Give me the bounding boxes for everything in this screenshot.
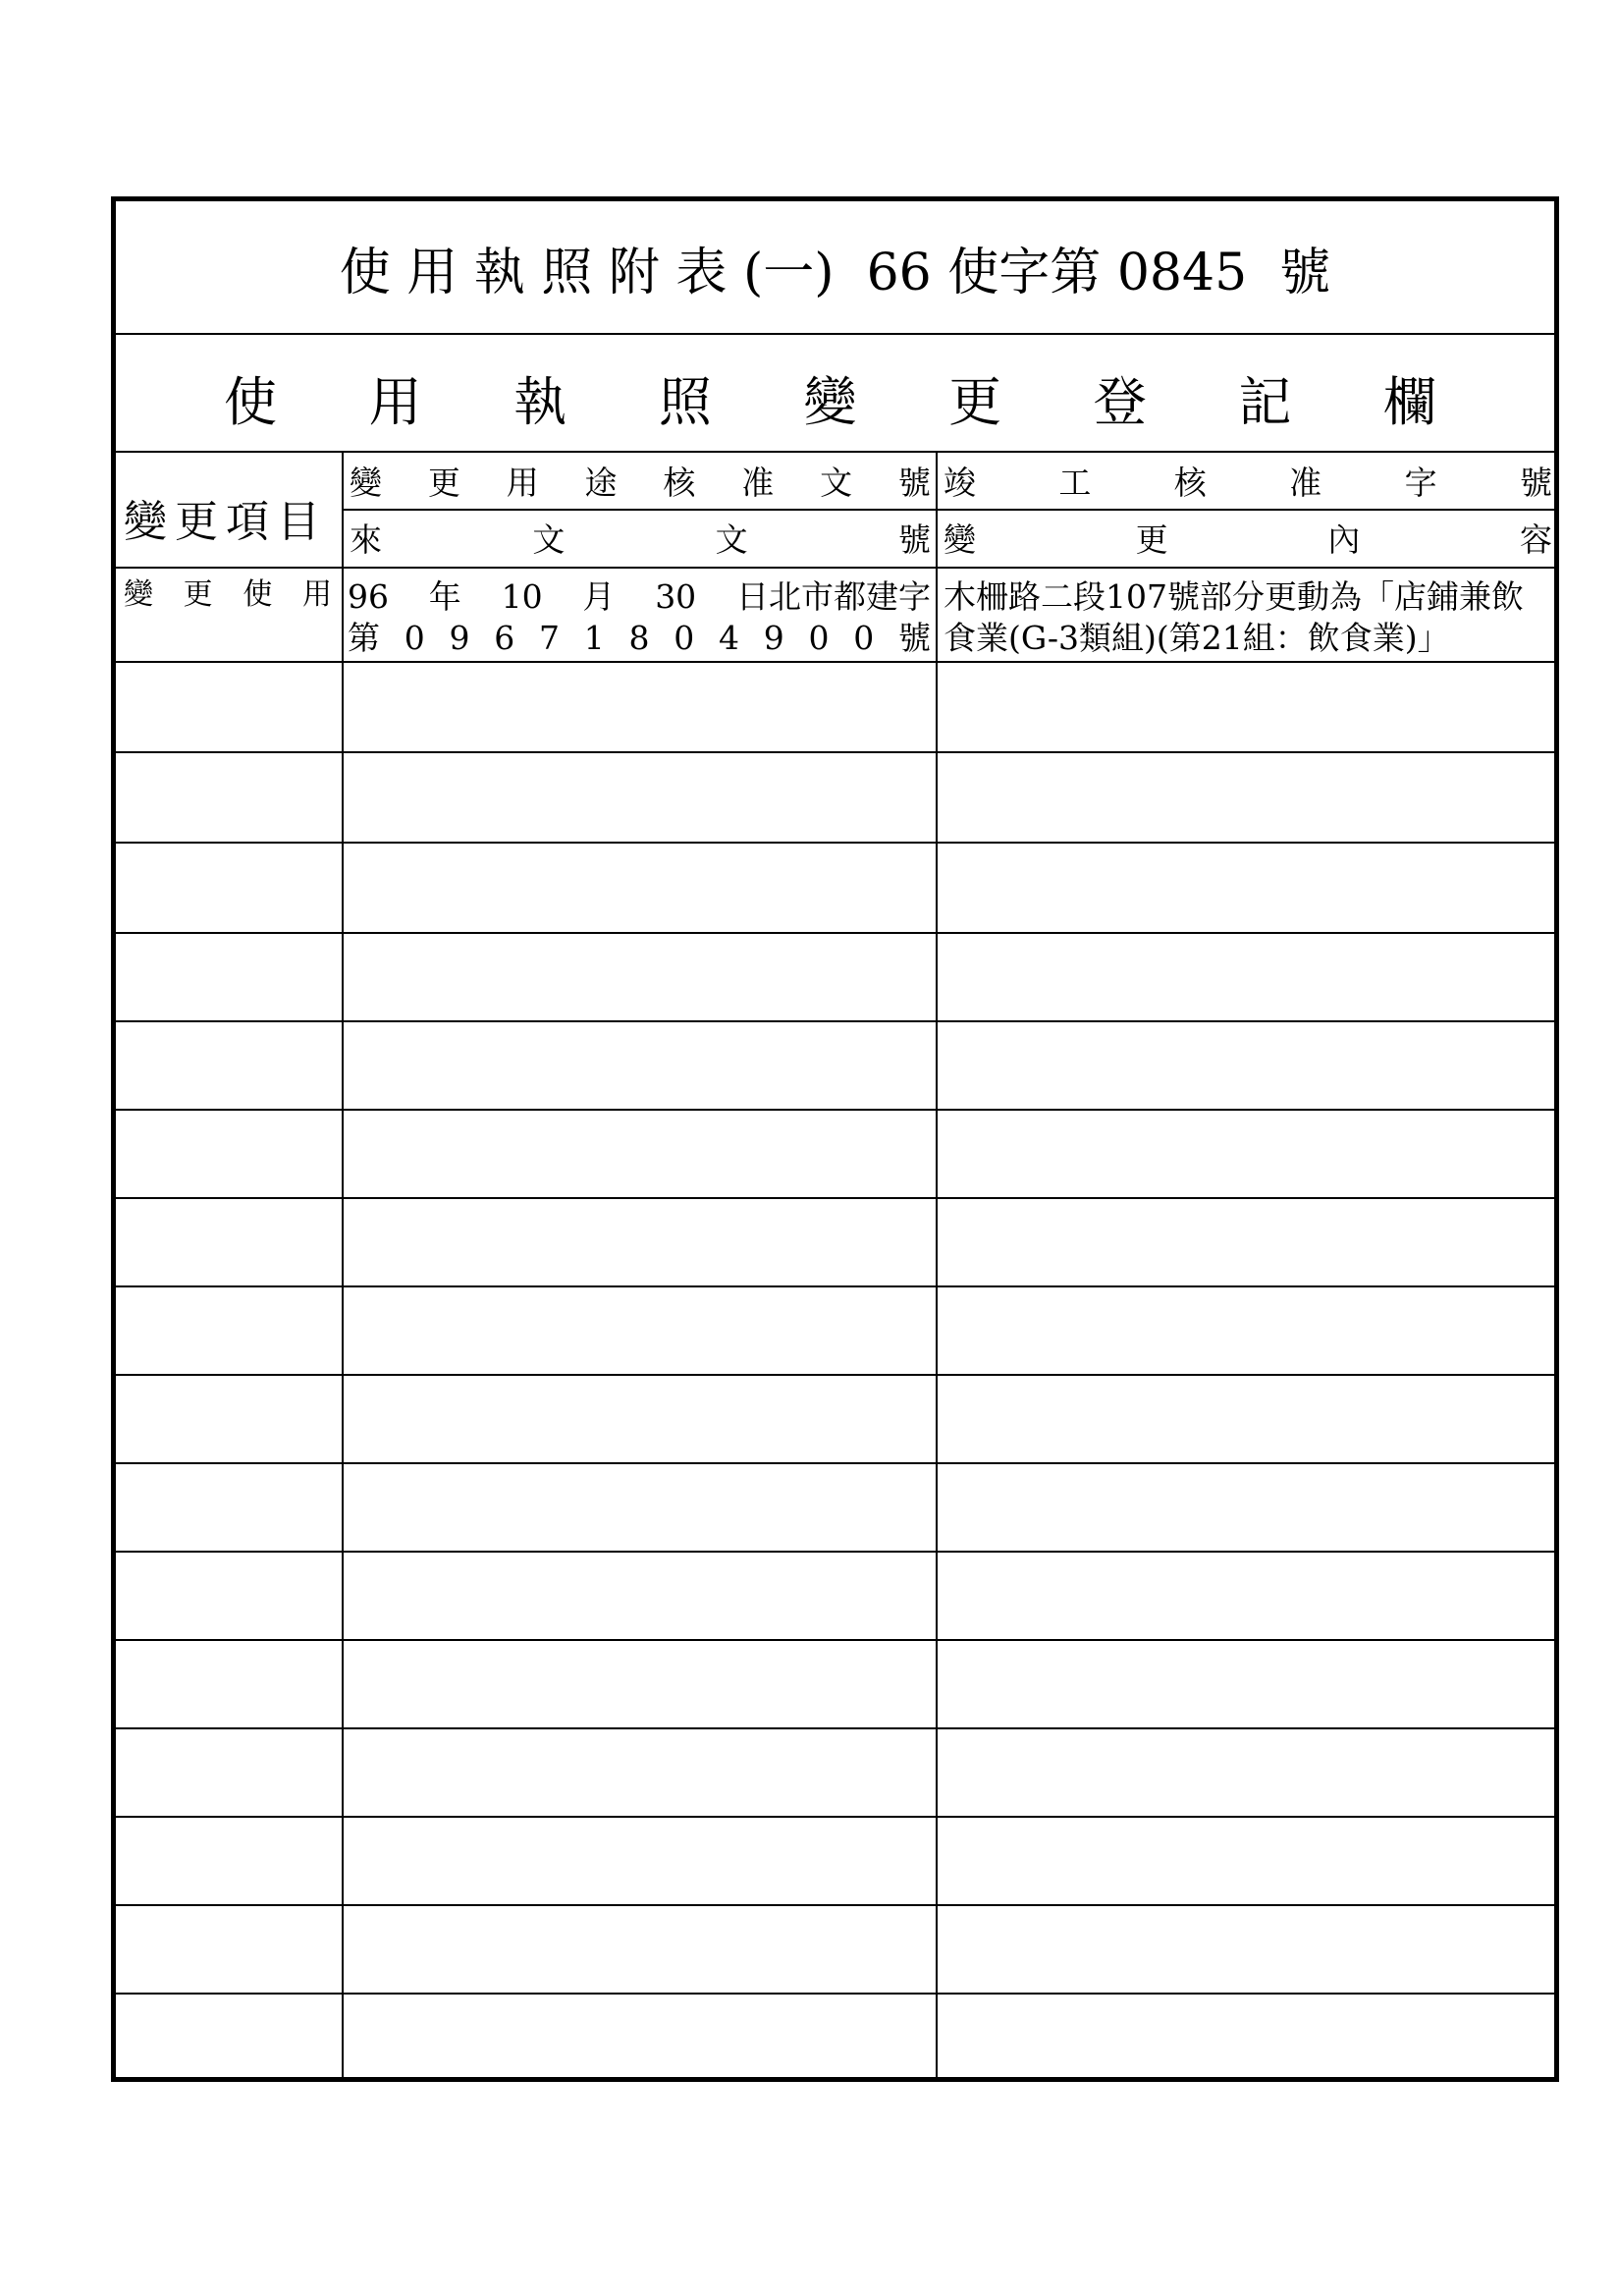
section-heading <box>116 333 1554 453</box>
row-line <box>116 1993 1554 1995</box>
header-change-content: 變 更 內 容 <box>944 520 1552 559</box>
row-line <box>116 1109 1554 1111</box>
row-line <box>116 932 1554 934</box>
heading-char: 更 <box>948 371 1002 433</box>
heading-char: 照 <box>658 371 712 433</box>
heading-char: 欄 <box>1383 371 1436 433</box>
row-line <box>116 661 1554 663</box>
entry-item: 變 更 使 用 <box>124 577 332 612</box>
header-completion-no: 竣 工 核 准 字 號 <box>944 464 1552 502</box>
heading-char: 執 <box>513 371 567 433</box>
column-divider-2 <box>936 451 938 2077</box>
row-line <box>116 1904 1554 1906</box>
section-heading-text <box>224 360 1436 436</box>
heading-char: 用 <box>368 371 422 433</box>
row-line <box>116 1285 1554 1287</box>
column-divider-1 <box>342 451 344 2077</box>
title-text: 使 用 執 照 附 表 (一) 66 使字第 0845 號 <box>339 243 1331 302</box>
row-line <box>116 1727 1554 1729</box>
row-line <box>116 1551 1554 1553</box>
header-approval-doc: 變 更 用 途 核 准 文 號 <box>350 464 931 502</box>
license-table <box>111 196 1559 2082</box>
row-line <box>116 1197 1554 1199</box>
header-inner-divider <box>344 509 1554 511</box>
header-bottom-line <box>116 567 1554 569</box>
heading-char: 使 <box>224 371 277 433</box>
heading-char: 登 <box>1093 371 1147 433</box>
row-line <box>116 1374 1554 1376</box>
row-line <box>116 1020 1554 1022</box>
heading-char: 記 <box>1238 371 1292 433</box>
entry-doc-line2: 第 0 9 6 7 1 8 0 4 9 0 0 號 <box>348 619 931 657</box>
header-item-label: 變更項目 <box>124 497 328 547</box>
row-line <box>116 1816 1554 1818</box>
row-line <box>116 751 1554 753</box>
entry-doc-line1: 96 年 10 月 30 日北市都建字 <box>348 577 931 616</box>
header-incoming-doc: 來 文 文 號 <box>350 520 931 559</box>
row-line <box>116 1462 1554 1464</box>
heading-char: 變 <box>803 371 857 433</box>
entry-content-line2: 食業(G-3類組)(第21組：飲食業)」 <box>944 619 1450 657</box>
row-line <box>116 1639 1554 1641</box>
page-title <box>116 201 1554 335</box>
row-line <box>116 842 1554 844</box>
entry-content-line1: 木柵路二段107號部分更動為「店鋪兼飲 <box>944 577 1524 616</box>
